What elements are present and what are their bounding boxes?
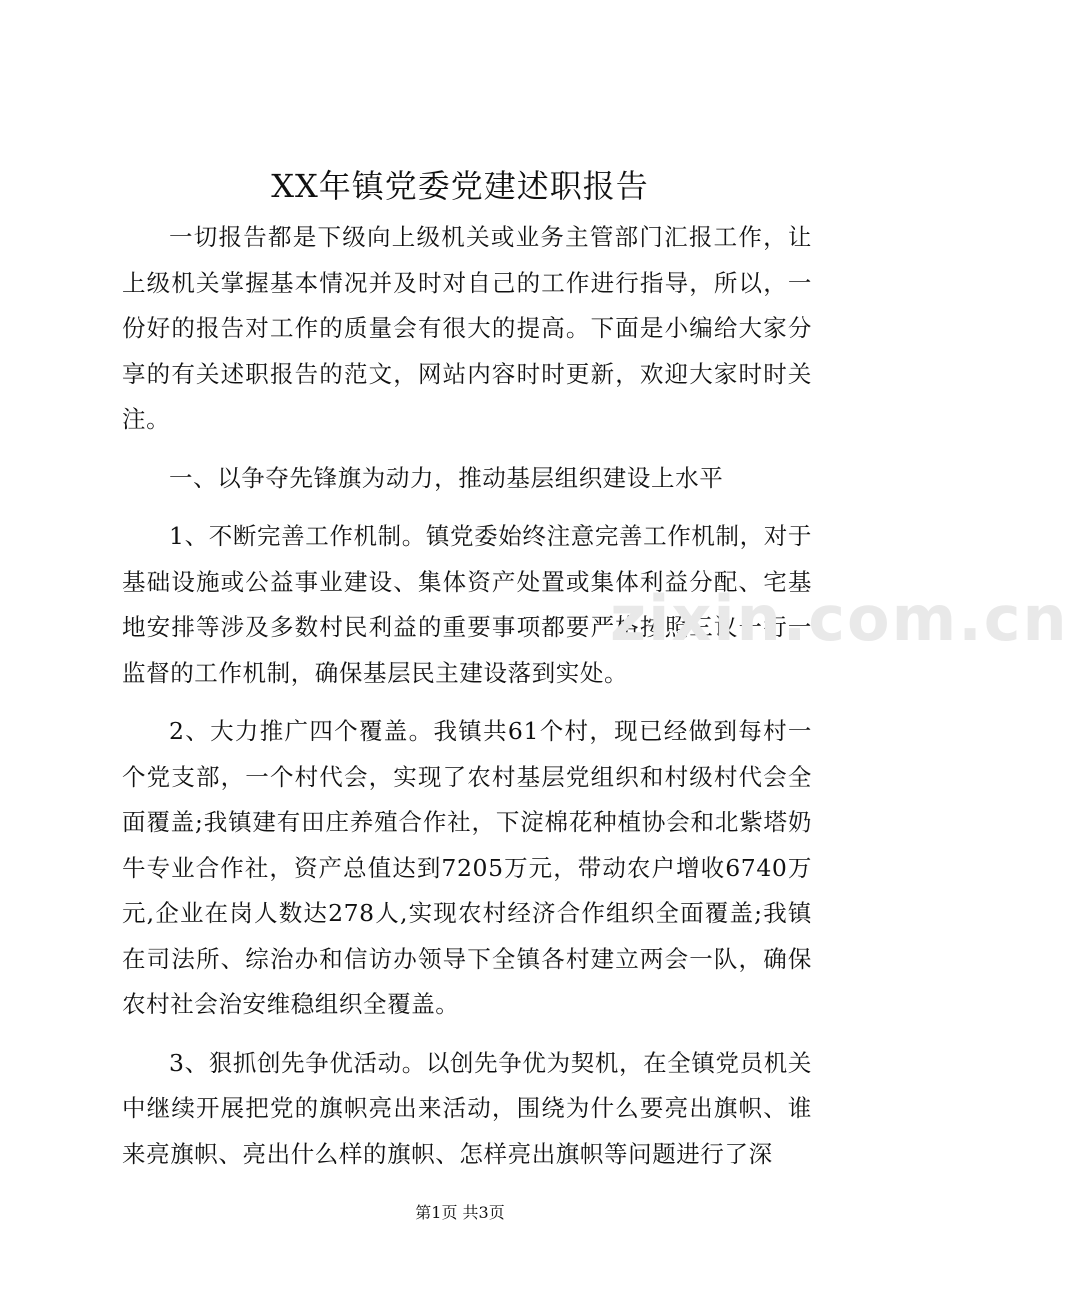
intro-paragraph: 一切报告都是下级向上级机关或业务主管部门汇报工作，让上级机关掌握基本情况并及时对自己的工作进行指导，所以，一份好的报告对工作的质量会有很大的提高。下面是小编给大家分享的有关述职报告的范文，网站内容时时更新，欢迎大家时时关注。 [122, 223, 812, 433]
watermark: zixin.com.cn [610, 582, 1069, 655]
page-footer: 第1页 共3页 [415, 1203, 505, 1222]
paragraph-item-2: 2、大力推广四个覆盖。我镇共61个村，现已经做到每村一个党支部，一个村代会，实现了农村基层党组织和村级村代会全面覆盖;我镇建有田庄养殖合作社，下淀棉花种植协会和北紫塔奶牛专业合作社，资产总值达到7205万元，带动农户增收6740万元,企业在岗人数达278人,实现农村经济合作组织全面覆盖;我镇在司法所、综治办和信访办领导下全镇各村建立两会一队，确保农村社会治安维稳组织全覆盖。 [122, 717, 812, 1018]
document-title: XX年镇党委党建述职报告 [271, 167, 649, 205]
section-heading-1: 一、以争夺先锋旗为动力，推动基层组织建设上水平 [169, 463, 724, 492]
document-body [122, 215, 812, 1190]
paragraph-item-3: 3、狠抓创先争优活动。以创先争优为契机，在全镇党员机关中继续开展把党的旗帜亮出来活动，围绕为什么要亮出旗帜、谁来亮旗帜、亮出什么样的旗帜、怎样亮出旗帜等问题进行了深 [122, 1048, 812, 1168]
paragraph-item-1: 1、不断完善工作机制。镇党委始终注意完善工作机制，对于基础设施或公益事业建设、集体资产处置或集体利益分配、宅基地安排等涉及多数村民利益的重要事项都要严格按照三议一行一监督的工作机制，确保基层民主建设落到实处。 [122, 522, 812, 687]
